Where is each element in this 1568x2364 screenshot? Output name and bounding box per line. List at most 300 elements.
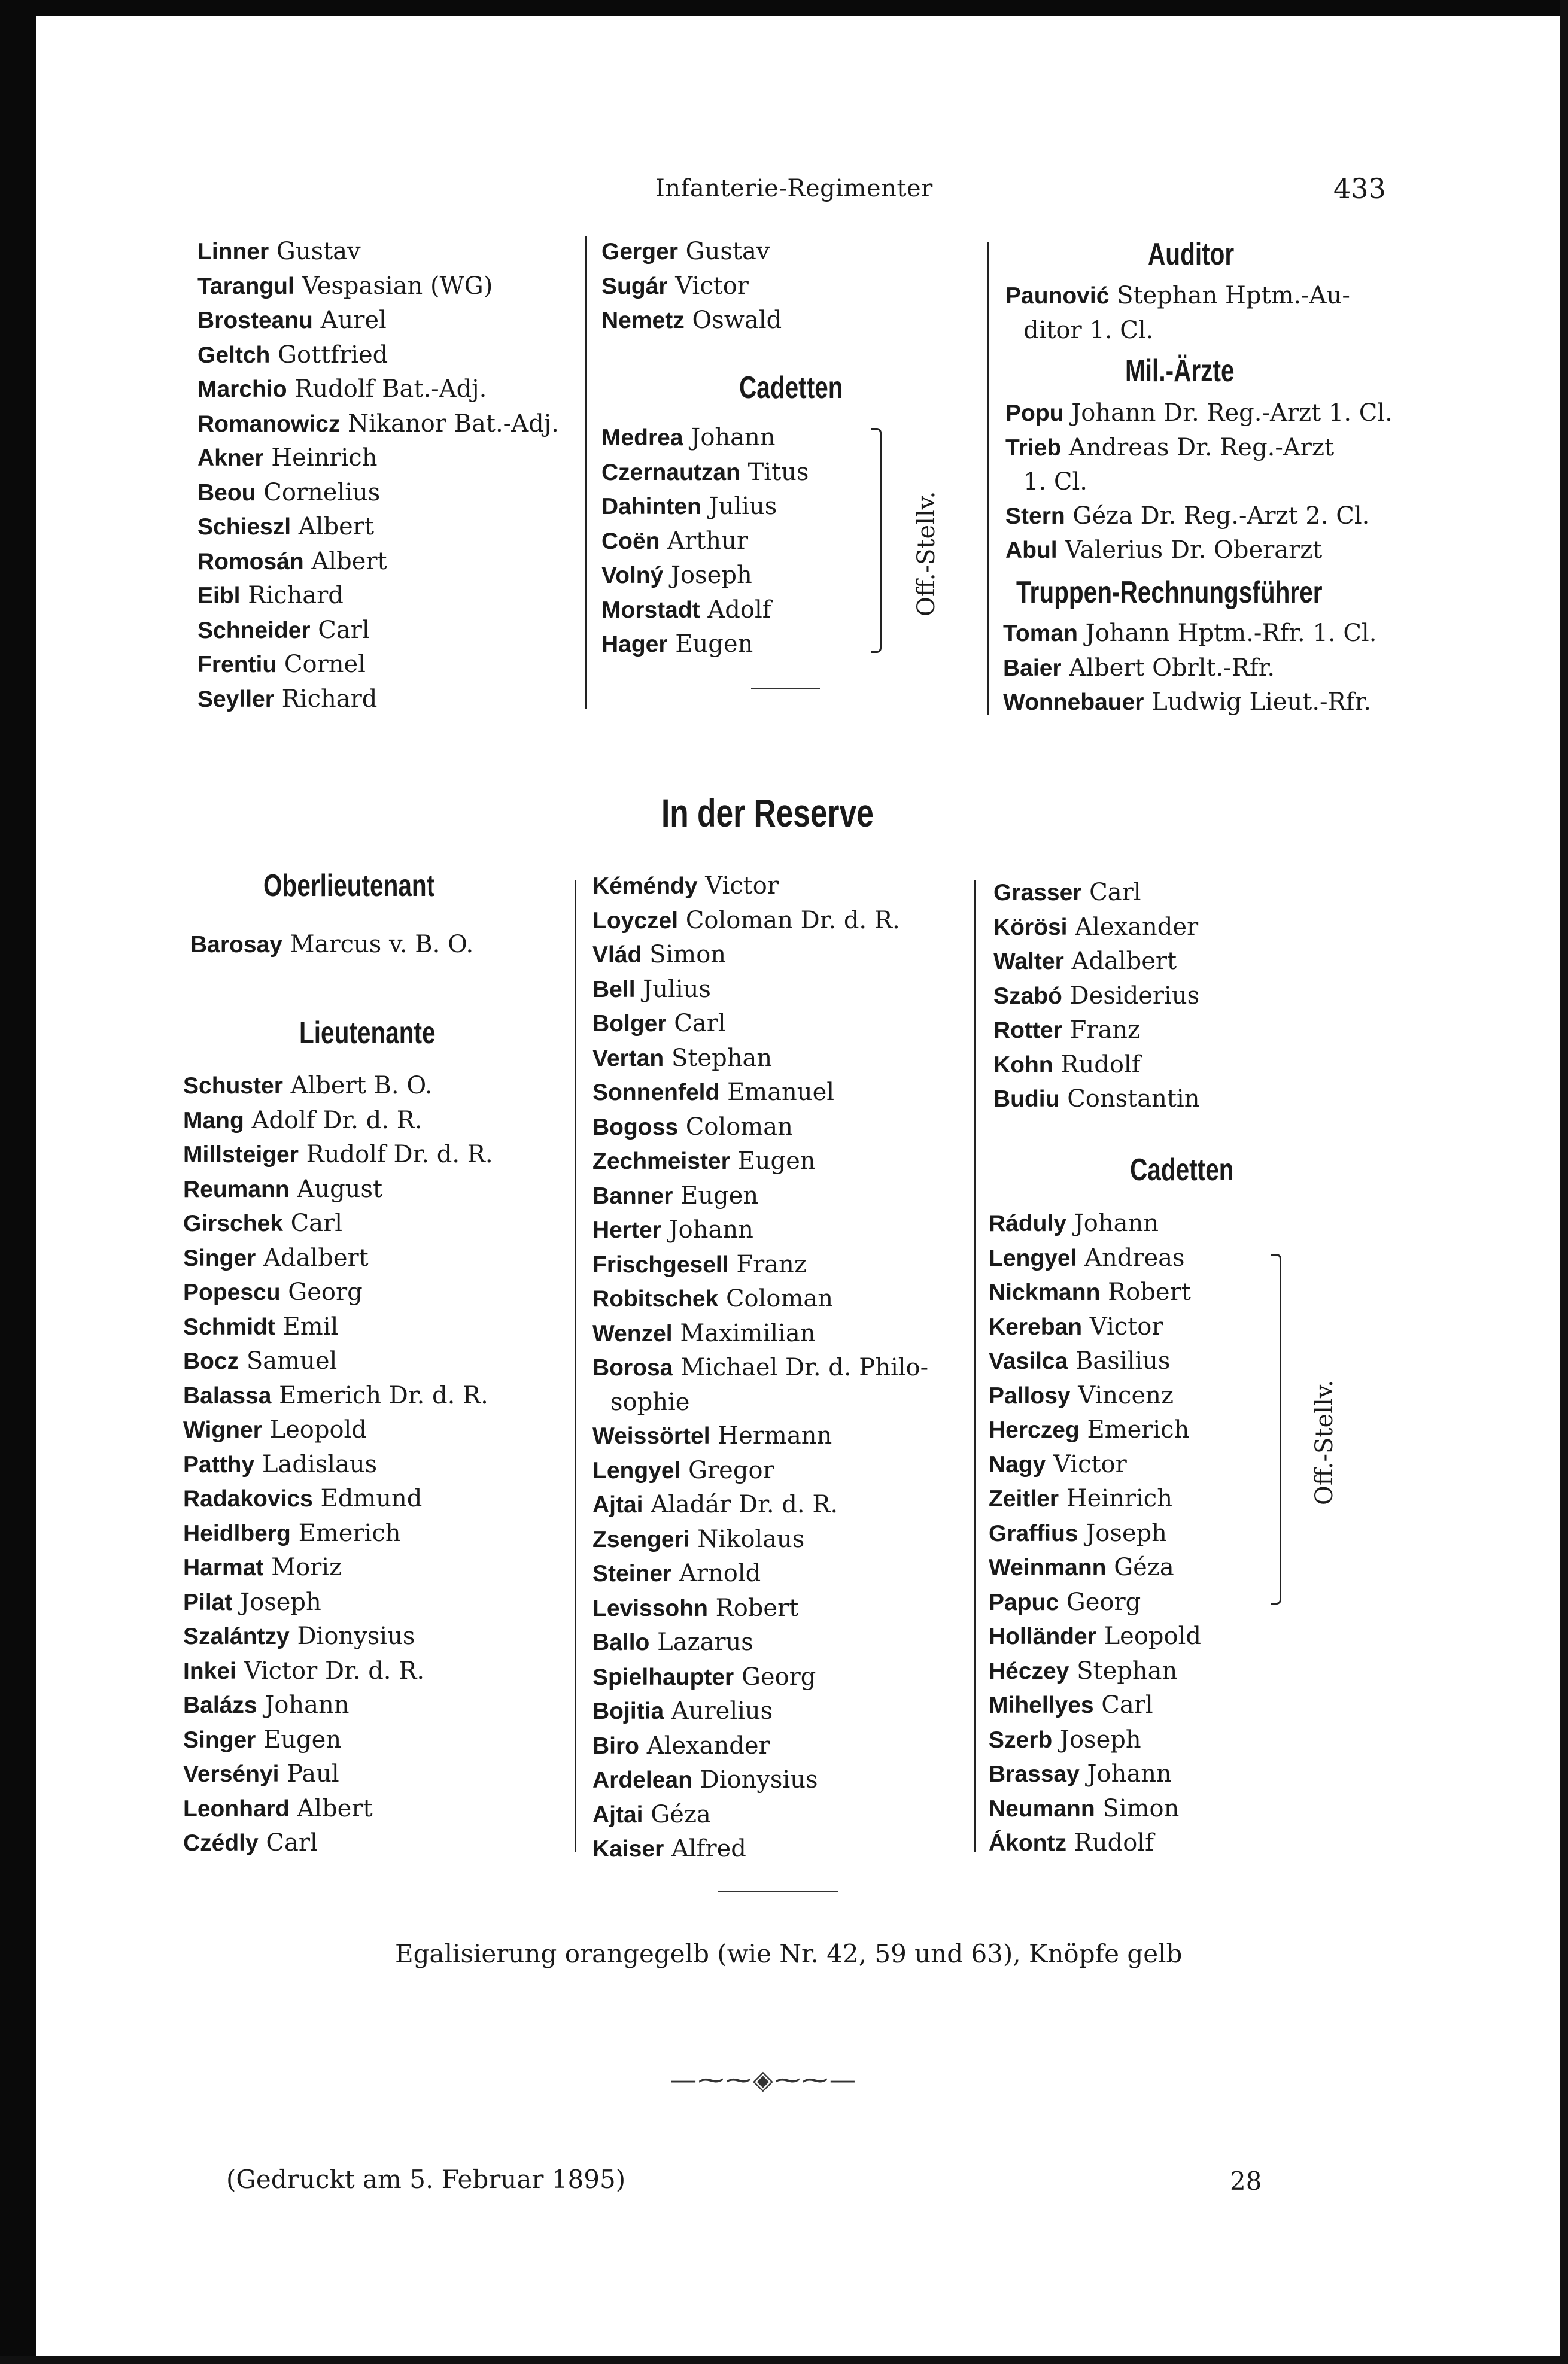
- given-name-rank: Vespasian (WG): [302, 272, 493, 300]
- lieutenante-list: [183, 1069, 493, 1861]
- surname: Zsengeri: [592, 1526, 690, 1552]
- top-cadets-list: [601, 421, 809, 662]
- list-item: [183, 1792, 493, 1827]
- surname: Kéméndy: [592, 873, 698, 899]
- given-name-rank: Stephan Hptm.-Au-: [1117, 282, 1350, 309]
- list-item: [197, 407, 559, 442]
- given-name-rank: Georg: [741, 1663, 816, 1691]
- given-name-rank: Ladislaus: [262, 1450, 378, 1478]
- list-item: [592, 1213, 928, 1248]
- list-item: [183, 1207, 493, 1241]
- aerzte-heading: Mil.-Ärzte: [1125, 354, 1235, 388]
- given-name-rank: Victor: [1089, 1312, 1163, 1341]
- list-item: [1005, 279, 1350, 314]
- given-name-rank: Carl: [674, 1010, 726, 1037]
- surname: Abul: [1005, 537, 1058, 563]
- list-item: [993, 944, 1199, 979]
- given-name-rank: Simon: [1102, 1794, 1180, 1822]
- column-rule: [974, 880, 976, 1852]
- list-item: [183, 1654, 493, 1689]
- given-name-rank: Joseph: [671, 561, 752, 589]
- surname: Brassay: [989, 1761, 1080, 1787]
- surname: Vlád: [592, 942, 642, 968]
- given-name-rank: Dionysius: [700, 1766, 818, 1794]
- list-item: [601, 558, 809, 593]
- list-item: [993, 876, 1199, 910]
- surname: Papuc: [989, 1589, 1059, 1615]
- surname: Versényi: [183, 1761, 279, 1787]
- surname: Levissohn: [592, 1595, 708, 1621]
- surname: Popescu: [183, 1280, 281, 1305]
- list-item: [1005, 465, 1393, 499]
- given-name-rank: Titus: [747, 458, 809, 486]
- given-name-rank: Robert: [715, 1594, 799, 1622]
- surname: Bogoss: [592, 1114, 679, 1140]
- surname: Héczey: [989, 1658, 1069, 1684]
- given-name-rank: Emerich Dr. d. R.: [279, 1381, 488, 1409]
- given-name-rank: sophie: [610, 1388, 690, 1416]
- list-item: [601, 524, 809, 559]
- list-item: [601, 490, 809, 524]
- cadetten-heading-top: Cadetten: [739, 370, 843, 405]
- surname: Romosán: [197, 548, 304, 575]
- given-name-rank: Michael Dr. d. Philo-: [680, 1354, 929, 1381]
- surname: Nickmann: [989, 1280, 1101, 1305]
- surname: Vasilca: [989, 1348, 1068, 1374]
- list-item: [1005, 396, 1393, 431]
- given-name-rank: Simon: [649, 941, 727, 968]
- surname: Zeitler: [989, 1486, 1059, 1512]
- list-item: [989, 1585, 1201, 1620]
- list-item: [1003, 685, 1376, 720]
- surname: Borosa: [592, 1355, 673, 1381]
- given-name-rank: Gregor: [688, 1456, 774, 1484]
- given-name-rank: Gustav: [685, 238, 770, 265]
- rechnungsfuehrer-heading: Truppen-Rechnungsführer: [1016, 575, 1323, 610]
- list-item: [197, 476, 559, 511]
- surname: Singer: [183, 1245, 256, 1271]
- list-item: [1003, 651, 1376, 686]
- list-item: [197, 303, 559, 338]
- given-name-rank: Rudolf Dr. d. R.: [306, 1141, 493, 1168]
- given-name-rank: Desiderius: [1069, 982, 1200, 1010]
- given-name-rank: Julius: [709, 493, 777, 520]
- given-name-rank: Constantin: [1067, 1085, 1200, 1113]
- list-item: [993, 1082, 1199, 1117]
- list-item: [197, 510, 559, 545]
- list-item: [601, 421, 809, 455]
- list-item: [592, 1625, 928, 1660]
- list-item: [197, 682, 559, 717]
- surname: Ardelean: [592, 1767, 692, 1793]
- surname: Loyczel: [592, 907, 679, 934]
- surname: Inkei: [183, 1658, 236, 1684]
- reserve-title: In der Reserve: [661, 791, 874, 835]
- surname: Schieszl: [197, 514, 291, 540]
- given-name-rank: Heinrich: [271, 444, 378, 472]
- list-item: [989, 1379, 1201, 1414]
- given-name-rank: Stephan: [1077, 1657, 1178, 1685]
- given-name-rank: Hermann: [718, 1422, 832, 1450]
- given-name-rank: Coloman: [725, 1285, 834, 1312]
- given-name-rank: Johann: [668, 1216, 753, 1244]
- list-item: [592, 1248, 928, 1283]
- given-name-rank: Richard: [281, 685, 378, 713]
- list-item: [989, 1241, 1201, 1276]
- list-item: [190, 928, 473, 962]
- given-name-rank: Victor: [1053, 1450, 1127, 1478]
- surname: Robitschek: [592, 1286, 719, 1312]
- list-item: [183, 1517, 493, 1551]
- surname: Harmat: [183, 1555, 264, 1581]
- oberlieutenant-list: [190, 928, 473, 962]
- given-name-rank: Maximilian: [680, 1319, 816, 1347]
- list-item: [183, 1069, 493, 1104]
- surname: Zechmeister: [592, 1148, 730, 1174]
- given-name-rank: Carl: [318, 616, 370, 644]
- surname: Bolger: [592, 1011, 667, 1037]
- surname: Neumann: [989, 1795, 1095, 1822]
- given-name-rank: Carl: [266, 1829, 318, 1856]
- given-name-rank: Géza: [1114, 1554, 1174, 1581]
- given-name-rank: Nikolaus: [697, 1525, 805, 1553]
- list-item: [989, 1275, 1201, 1310]
- given-name-rank: Albert: [311, 547, 387, 575]
- given-name-rank: Leopold: [1104, 1622, 1201, 1650]
- auditor-heading: Auditor: [1148, 237, 1235, 272]
- surname: Vertan: [592, 1045, 664, 1071]
- given-name-rank: Arthur: [667, 527, 748, 555]
- list-item: [592, 1832, 928, 1867]
- given-name-rank: Victor: [705, 872, 779, 900]
- surname: Tarangul: [197, 273, 294, 299]
- surname: Szerb: [989, 1727, 1053, 1753]
- given-name-rank: Carl: [1089, 879, 1141, 906]
- list-item: [1005, 499, 1393, 534]
- surname: Pilat: [183, 1589, 233, 1615]
- list-item: [197, 545, 559, 579]
- surname: Graffius: [989, 1520, 1078, 1546]
- given-name-rank: Victor: [675, 272, 749, 300]
- given-name-rank: 1. Cl.: [1023, 468, 1087, 496]
- surname: Hager: [601, 631, 668, 657]
- given-name-rank: Lazarus: [657, 1628, 753, 1656]
- surname: Biro: [592, 1733, 639, 1759]
- surname: Banner: [592, 1183, 673, 1209]
- surname: Romanowicz: [197, 411, 341, 437]
- oberlieutenant-heading: Oberlieutenant: [263, 868, 435, 903]
- list-item: [1005, 314, 1350, 348]
- given-name-rank: August: [297, 1175, 383, 1203]
- surname: Medrea: [601, 425, 683, 451]
- surname: Kereban: [989, 1314, 1083, 1340]
- reserve-col3-list: [993, 876, 1199, 1117]
- given-name-rank: Rudolf Bat.-Adj.: [294, 375, 487, 403]
- surname: Wenzel: [592, 1320, 673, 1347]
- list-item: [989, 1619, 1201, 1654]
- top-col1-list: [197, 235, 559, 716]
- surname: Ákontz: [989, 1830, 1066, 1856]
- list-item: [592, 1317, 928, 1351]
- aerzte-list: [1005, 396, 1393, 568]
- surname: Herczeg: [989, 1417, 1080, 1443]
- scan-border-left: [0, 0, 36, 2364]
- given-name-rank: Johann: [1087, 1760, 1172, 1788]
- list-item: [592, 1385, 928, 1420]
- given-name-rank: Richard: [248, 582, 344, 609]
- given-name-rank: Victor Dr. d. R.: [244, 1657, 425, 1685]
- list-item: [197, 613, 559, 648]
- given-name-rank: Adolf Dr. d. R.: [251, 1106, 423, 1134]
- surname: Frischgesell: [592, 1251, 729, 1278]
- list-item: [601, 269, 782, 304]
- list-item: [1005, 533, 1393, 568]
- given-name-rank: Johann: [691, 424, 776, 451]
- given-name-rank: Julius: [643, 975, 711, 1003]
- given-name-rank: Heinrich: [1066, 1485, 1172, 1512]
- given-name-rank: Eugen: [675, 630, 753, 658]
- printed-date: (Gedruckt am 5. Februar 1895): [226, 2165, 626, 2194]
- given-name-rank: Samuel: [246, 1347, 338, 1375]
- given-name-rank: Emerich: [1087, 1416, 1190, 1444]
- surname: Ballo: [592, 1630, 650, 1655]
- given-name-rank: Albert Obrlt.-Rfr.: [1069, 654, 1275, 682]
- surname: Grasser: [993, 880, 1082, 906]
- list-item: [183, 1275, 493, 1310]
- given-name-rank: Albert B. O.: [290, 1072, 433, 1099]
- surname: Mang: [183, 1107, 244, 1134]
- surname: Schuster: [183, 1073, 283, 1099]
- surname: Kaiser: [592, 1836, 664, 1862]
- surname: Kohn: [993, 1052, 1053, 1078]
- surname: Eibl: [197, 583, 241, 609]
- list-item: [989, 1688, 1201, 1723]
- egalisierung-note: Egalisierung orangegelb (wie Nr. 42, 59 und 63), Knöpfe gelb: [395, 1939, 1183, 1968]
- surname: Spielhaupter: [592, 1664, 734, 1690]
- given-name-rank: Paul: [287, 1760, 339, 1788]
- given-name-rank: Joseph: [240, 1588, 321, 1616]
- given-name-rank: Edmund: [320, 1485, 423, 1512]
- surname: Czédly: [183, 1830, 259, 1856]
- reserve-cadets-list: [989, 1207, 1201, 1861]
- list-item: [183, 1138, 493, 1172]
- surname: Trieb: [1005, 434, 1062, 461]
- given-name-rank: Marcus v. B. O.: [290, 931, 474, 958]
- list-item: [197, 441, 559, 476]
- given-name-rank: Coloman Dr. d. R.: [685, 906, 900, 934]
- surname: Ajtai: [592, 1801, 643, 1828]
- list-item: [989, 1482, 1201, 1517]
- surname: Nagy: [989, 1451, 1046, 1478]
- scan-border-right: [1560, 0, 1568, 2364]
- given-name-rank: Nikanor Bat.-Adj.: [348, 409, 559, 437]
- list-item: [183, 1379, 493, 1414]
- cadetten-heading-reserve: Cadetten: [1130, 1153, 1234, 1187]
- given-name-rank: Rudolf: [1074, 1829, 1154, 1856]
- given-name-rank: Alfred: [671, 1835, 746, 1862]
- off-stellv-label-reserve: Off.-Stellv.: [1311, 1379, 1338, 1505]
- list-item: [183, 1619, 493, 1654]
- list-item: [592, 1351, 928, 1385]
- list-item: [592, 1041, 928, 1076]
- given-name-rank: Eugen: [680, 1181, 759, 1210]
- given-name-rank: Eugen: [737, 1147, 816, 1175]
- surname: Radakovics: [183, 1486, 313, 1512]
- given-name-rank: Stephan: [671, 1044, 773, 1072]
- given-name-rank: Valerius Dr. Oberarzt: [1065, 536, 1323, 564]
- given-name-rank: Franz: [736, 1250, 807, 1278]
- list-item: [183, 1344, 493, 1379]
- given-name-rank: Alexander: [1075, 913, 1199, 941]
- surname: Akner: [197, 445, 264, 471]
- list-item: [601, 235, 782, 269]
- given-name-rank: Aurelius: [671, 1697, 773, 1725]
- rechnungsfuehrer-list: [1003, 616, 1376, 720]
- surname: Dahinten: [601, 494, 701, 519]
- cadets-bracket: [871, 428, 882, 653]
- list-item: [183, 1448, 493, 1482]
- given-name-rank: Andreas: [1084, 1244, 1185, 1272]
- given-name-rank: Joseph: [1086, 1519, 1167, 1547]
- surname: Weissörtel: [592, 1423, 710, 1449]
- list-item: [592, 1144, 928, 1179]
- list-item: [989, 1757, 1201, 1792]
- list-item: [989, 1207, 1201, 1241]
- surname: Walter: [993, 949, 1064, 974]
- surname: Beou: [197, 479, 256, 506]
- list-item: [993, 1048, 1199, 1083]
- given-name-rank: Adalbert: [1071, 947, 1177, 975]
- surname: Schneider: [197, 617, 311, 643]
- surname: Geltch: [197, 342, 271, 368]
- list-item: [592, 1419, 928, 1454]
- list-item: [592, 1763, 928, 1798]
- surname: Rotter: [993, 1017, 1062, 1043]
- surname: Bell: [592, 976, 636, 1002]
- surname: Brosteanu: [197, 308, 313, 333]
- given-name-rank: Franz: [1069, 1016, 1141, 1044]
- given-name-rank: Dionysius: [297, 1622, 415, 1650]
- surname: Pallosy: [989, 1382, 1071, 1409]
- list-item: [592, 1798, 928, 1833]
- list-item: [183, 1757, 493, 1792]
- given-name-rank: ditor 1. Cl.: [1023, 316, 1154, 344]
- given-name-rank: Albert: [298, 513, 374, 540]
- surname: Linner: [197, 239, 269, 265]
- list-item: [989, 1517, 1201, 1551]
- list-item: [592, 973, 928, 1007]
- running-header: Infanterie-Regimenter: [655, 175, 933, 202]
- surname: Herter: [592, 1217, 661, 1243]
- list-item: [197, 235, 559, 269]
- auditor-list: [1005, 279, 1350, 347]
- sheet-number: 28: [1230, 2167, 1262, 2196]
- surname: Millsteiger: [183, 1142, 299, 1168]
- surname: Girschek: [183, 1211, 283, 1236]
- given-name-rank: Rudolf: [1060, 1050, 1141, 1078]
- list-item: [183, 1241, 493, 1276]
- given-name-rank: Leopold: [269, 1416, 367, 1444]
- divider-short: [718, 1891, 838, 1892]
- list-item: [183, 1310, 493, 1345]
- surname: Mihellyes: [989, 1693, 1094, 1718]
- given-name-rank: Carl: [1101, 1691, 1153, 1719]
- scan-border-top: [0, 0, 1568, 16]
- surname: Szabó: [993, 983, 1062, 1009]
- list-item: [989, 1792, 1201, 1827]
- list-item: [197, 579, 559, 613]
- given-name-rank: Johann Dr. Reg.-Arzt 1. Cl.: [1071, 399, 1393, 427]
- given-name-rank: Gottfried: [278, 341, 388, 369]
- given-name-rank: Géza: [651, 1800, 711, 1828]
- surname: Reumann: [183, 1176, 290, 1202]
- list-item: [183, 1585, 493, 1620]
- surname: Singer: [183, 1727, 256, 1753]
- surname: Popu: [1005, 400, 1064, 426]
- surname: Lengyel: [989, 1245, 1077, 1271]
- list-item: [1003, 616, 1376, 651]
- given-name-rank: Emil: [282, 1312, 339, 1341]
- surname: Paunović: [1005, 283, 1110, 309]
- list-item: [592, 1729, 928, 1764]
- surname: Budiu: [993, 1086, 1060, 1112]
- list-item: [592, 1557, 928, 1591]
- given-name-rank: Cornel: [284, 651, 366, 678]
- given-name-rank: Emanuel: [727, 1078, 835, 1106]
- list-item: [592, 1110, 928, 1145]
- surname: Steiner: [592, 1561, 672, 1587]
- off-stellv-label-top: Off.-Stellv.: [913, 491, 940, 616]
- list-item: [592, 1179, 928, 1214]
- list-item: [993, 910, 1199, 945]
- list-item: [592, 1282, 928, 1317]
- list-item: [197, 648, 559, 682]
- surname: Ajtai: [592, 1492, 643, 1518]
- surname: Coën: [601, 528, 660, 554]
- cadets-bracket-reserve: [1271, 1254, 1281, 1605]
- list-item: [989, 1551, 1201, 1585]
- given-name-rank: Moriz: [271, 1554, 342, 1581]
- page-number: 433: [1333, 172, 1386, 205]
- surname: Patthy: [183, 1451, 255, 1478]
- given-name-rank: Oswald: [692, 306, 782, 334]
- top-col2-list: [601, 235, 782, 338]
- list-item: [592, 904, 928, 938]
- surname: Leonhard: [183, 1795, 290, 1822]
- surname: Baier: [1003, 655, 1062, 681]
- surname: Nemetz: [601, 308, 685, 333]
- list-item: [592, 1523, 928, 1557]
- given-name-rank: Johann Hptm.-Rfr. 1. Cl.: [1085, 619, 1377, 647]
- surname: Heidlberg: [183, 1520, 291, 1546]
- list-item: [993, 1013, 1199, 1048]
- surname: Schmidt: [183, 1314, 275, 1340]
- surname: Sonnenfeld: [592, 1080, 720, 1105]
- given-name-rank: Johann: [265, 1691, 350, 1719]
- surname: Morstadt: [601, 597, 700, 623]
- list-item: [989, 1826, 1201, 1861]
- given-name-rank: Eugen: [263, 1725, 342, 1754]
- list-item: [601, 303, 782, 338]
- list-item: [197, 269, 559, 304]
- list-item: [989, 1448, 1201, 1482]
- list-item: [601, 593, 809, 628]
- given-name-rank: Cornelius: [263, 478, 381, 506]
- surname: Bojitia: [592, 1698, 664, 1724]
- surname: Gerger: [601, 239, 678, 265]
- surname: Marchio: [197, 376, 287, 402]
- reserve-col2-list: [592, 869, 928, 1867]
